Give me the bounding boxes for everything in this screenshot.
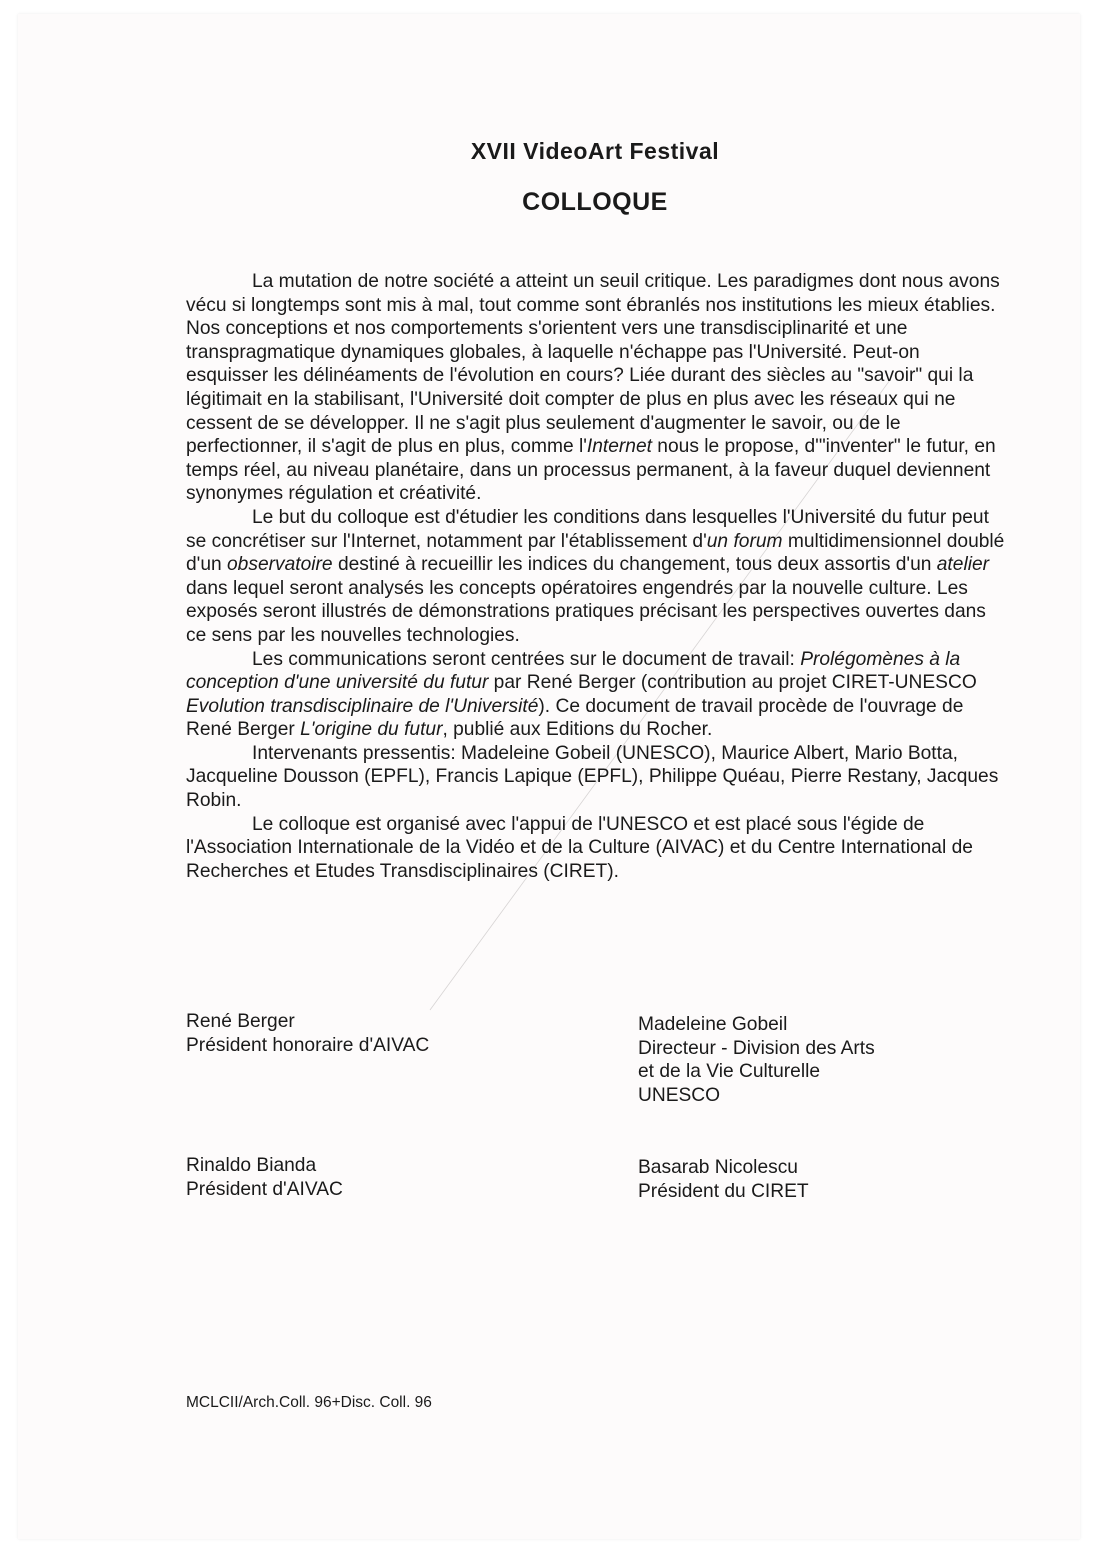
signatory-name: Madeleine Gobeil bbox=[638, 1014, 788, 1035]
festival-title: XVII VideoArt Festival bbox=[470, 138, 720, 164]
signatory-role: Président du CIRET bbox=[638, 1180, 809, 1202]
internet-emphasis: Internet bbox=[586, 436, 652, 458]
paragraph-goal bbox=[186, 506, 1006, 648]
paragraph-text: Intervenants pressentis: Madeleine Gobeil (UNESCO), Maurice Albert, Mario Botta, Jacqueline Dousson (EPFL), Francis Lapique (EPFL), Philippe Quéau, Pierre Restany, Jacques Robin. bbox=[186, 742, 999, 812]
paragraph-text: La mutation de notre société a atteint un seuil critique. Les paradigmes dont nous avons vécu si longtemps sont mis à mal, tout comme sont ébranlés nos institutions les mieux établies. Nos conceptions et nos comportements s'orientent vers une transdisciplinarité et une transpragmatique dynamiques globales, à laquelle n'échappe pas l'Université. Peut-on esquisser les délinéaments de l'évolution en cours? Liée durant des siècles au "savoir" qui la légitimait en la stabilisant, l'Université doit compter de plus en plus avec les réseaux qui ne cessent de se développer. Il ne s'agit plus seulement d'augmenter le savoir, ou de le perfectionner, il s'agit de plus en plus, comme l' bbox=[186, 271, 1000, 458]
signatory-name: Basarab Nicolescu bbox=[638, 1157, 798, 1178]
paragraph-text: , publié aux Editions du Rocher. bbox=[442, 719, 713, 741]
signature-block-gobeil bbox=[638, 1013, 875, 1107]
paragraph-speakers bbox=[186, 742, 1006, 813]
signatory-role: Président honoraire d'AIVAC bbox=[186, 1034, 430, 1056]
atelier-emphasis: atelier bbox=[936, 554, 990, 576]
signatory-role: UNESCO bbox=[638, 1084, 721, 1106]
signatory-name: René Berger bbox=[186, 1011, 295, 1032]
paragraph-text: ). Ce document de travail procède de l'ouvrage de René Berger bbox=[186, 695, 964, 741]
signatory-role: Directeur - Division des Arts bbox=[638, 1037, 875, 1059]
signatory-role: Président d'AIVAC bbox=[186, 1178, 343, 1200]
signature-block-bianda bbox=[186, 1154, 343, 1201]
origine-title: L'origine du futur bbox=[300, 719, 443, 741]
paragraph-text: dans lequel seront analysés les concepts opératoires engendrés par la nouvelle culture. Les exposés seront illustrés de démonstrations pratiques précisant les perspectives ouvertes dans ce sens par les nouvelles technologies. bbox=[186, 577, 986, 646]
paragraph-text: Les communications seront centrées sur le document de travail: bbox=[252, 648, 801, 670]
paragraph-text: par René Berger (contribution au projet CIRET-UNESCO bbox=[488, 672, 977, 694]
paragraph-text: destiné à recueillir les indices du changement, tous deux assortis d'un bbox=[332, 554, 937, 576]
signatory-role: et de la Vie Culturelle bbox=[638, 1061, 821, 1083]
paragraph-organisation bbox=[186, 813, 1006, 884]
paragraph-text: multidimensionnel doublé d'un bbox=[186, 530, 1005, 576]
paragraph-mutation bbox=[186, 270, 1006, 506]
prolegomenes-title: Prolégomènes à la conception d'une université du futur bbox=[186, 648, 961, 694]
paragraph-text: Le colloque est organisé avec l'appui de l'UNESCO et est placé sous l'égide de l'Association Internationale de la Vidéo et de la Culture (AIVAC) et du Centre International de Recherches et Etudes Transdisciplinaires (CIRET). bbox=[186, 813, 973, 882]
paragraph-text: Le but du colloque est d'étudier les conditions dans lesquelles l'Université du futur peut se concrétiser sur l'Internet, notamment par l'établissement d' bbox=[186, 506, 989, 552]
document-body bbox=[186, 270, 1006, 883]
signature-block-berger bbox=[186, 1010, 429, 1057]
signatory-name: Rinaldo Bianda bbox=[186, 1155, 317, 1176]
observatoire-emphasis: observatoire bbox=[227, 554, 333, 576]
forum-emphasis: un forum bbox=[706, 530, 783, 552]
archive-reference: MCLCII/Arch.Coll. 96+Disc. Coll. 96 bbox=[186, 1394, 432, 1411]
signature-block-nicolescu bbox=[638, 1156, 809, 1203]
paragraph-text: nous le propose, d'"inventer" le futur, en temps réel, au niveau planétaire, dans un processus permanent, à la faveur duquel deviennent synonymes régulation et créativité. bbox=[186, 436, 996, 505]
evolution-title: Evolution transdisciplinaire de l'Université bbox=[186, 695, 539, 717]
paragraph-communications bbox=[186, 648, 1006, 742]
colloque-heading: COLLOQUE bbox=[522, 188, 668, 216]
